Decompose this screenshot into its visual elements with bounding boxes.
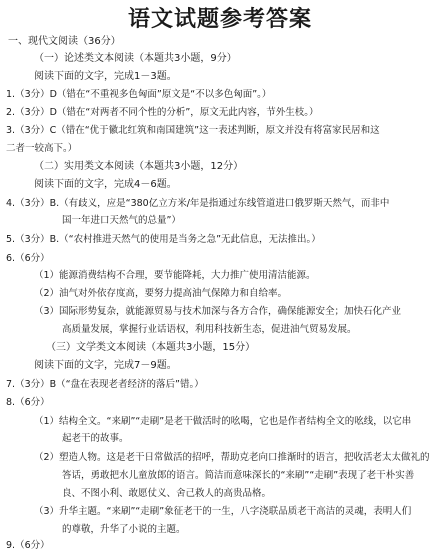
answer-point-continued: 的尊敬，升华了小说的主题。 [62, 524, 186, 535]
answer-line: 4.（3分）B.（有歧义，应是“380亿立方米/年是指通过东线管道进口俄罗斯天然气，而非中 [6, 198, 390, 209]
subsection-heading: （一）论述类文本阅读（本题共3小题，9分） [34, 53, 237, 64]
answer-point: （3）升华主题。“来刷”“走刷”象征老干的一生，八字浇联品质老干高洁的灵魂，表明人们 [34, 506, 412, 517]
answer-line: 6.（6分） [6, 253, 50, 264]
answer-line: 3.（3分）C（错在“优于徽北红筑和南国建筑”这一表述判断，原文并没有将富家民居和这 [6, 125, 380, 136]
answer-point: （3）国际形势复杂，就能源贸易与技术加深与各方合作，确保能源安全；加快石化产业 [34, 306, 402, 317]
answer-point: （2）塑造人物。这是老干日常做活的招呼，帮助克老向口推渐时的语言，把收活老太太做礼的 [34, 452, 430, 463]
reading-instruction: 阅读下面的文字，完成7－9题。 [34, 360, 177, 371]
answer-point-continued: 良、不图小利、敢愿仗义、舍己救人的高贵品格。 [62, 488, 272, 499]
answer-line-continued: 国一年进口天然气的总量”） [62, 215, 181, 226]
answer-line: 8.（6分） [6, 397, 50, 408]
answer-line-continued: 二者一较高下。） [6, 143, 78, 154]
page-title: 语文试题参考答案 [127, 6, 312, 32]
answer-point-continued: 答话，勇敢把水儿童放郎的语言。简洁而意味深长的“来刷”“走刷”表现了老干朴实善 [62, 470, 415, 481]
answer-point: （1）结构全文。“来刷”“走刷”是老干做活时的吆喝，它也是作者结构全文的吆线，以它串 [34, 416, 412, 427]
reading-instruction: 阅读下面的文字，完成4－6题。 [34, 179, 177, 190]
answer-line: 7.（3分）B（“盘在表现老者经济的落后”错。） [6, 379, 204, 390]
answer-line: 1.（3分）D（错在“不重视多色匈面”原文是“不以多色匈面”。） [6, 89, 272, 100]
subsection-heading: （二）实用类文本阅读（本题共3小题，12分） [34, 161, 244, 172]
section-heading: 一、现代文阅读（36分） [8, 36, 121, 47]
answer-line: 9.（6分） [6, 540, 50, 551]
answer-point-continued: 高质量发展，掌握行业话语权，利用科技新生态，促进油气贸易发展。 [62, 324, 357, 335]
answer-line: 5.（3分）B.（“农村推进天然气的使用是当务之急”无此信息，无法推出。） [6, 234, 321, 245]
answer-point-continued: 起老干的故事。 [62, 433, 129, 444]
answer-point: （1）能源消费结构不合理，要节能降耗，大力推广使用清洁能源。 [34, 270, 316, 281]
reading-instruction: 阅读下面的文字，完成1－3题。 [34, 71, 177, 82]
answer-line: 2.（3分）D（错在“对两者不同个性的分析”，原文无此内容，节外生枝。） [6, 107, 319, 118]
answer-point: （2）油气对外依存度高，要努力提高油气保障力和自给率。 [34, 288, 288, 299]
subsection-heading: （三）文学类文本阅读（本题共3小题，15分） [46, 342, 256, 353]
